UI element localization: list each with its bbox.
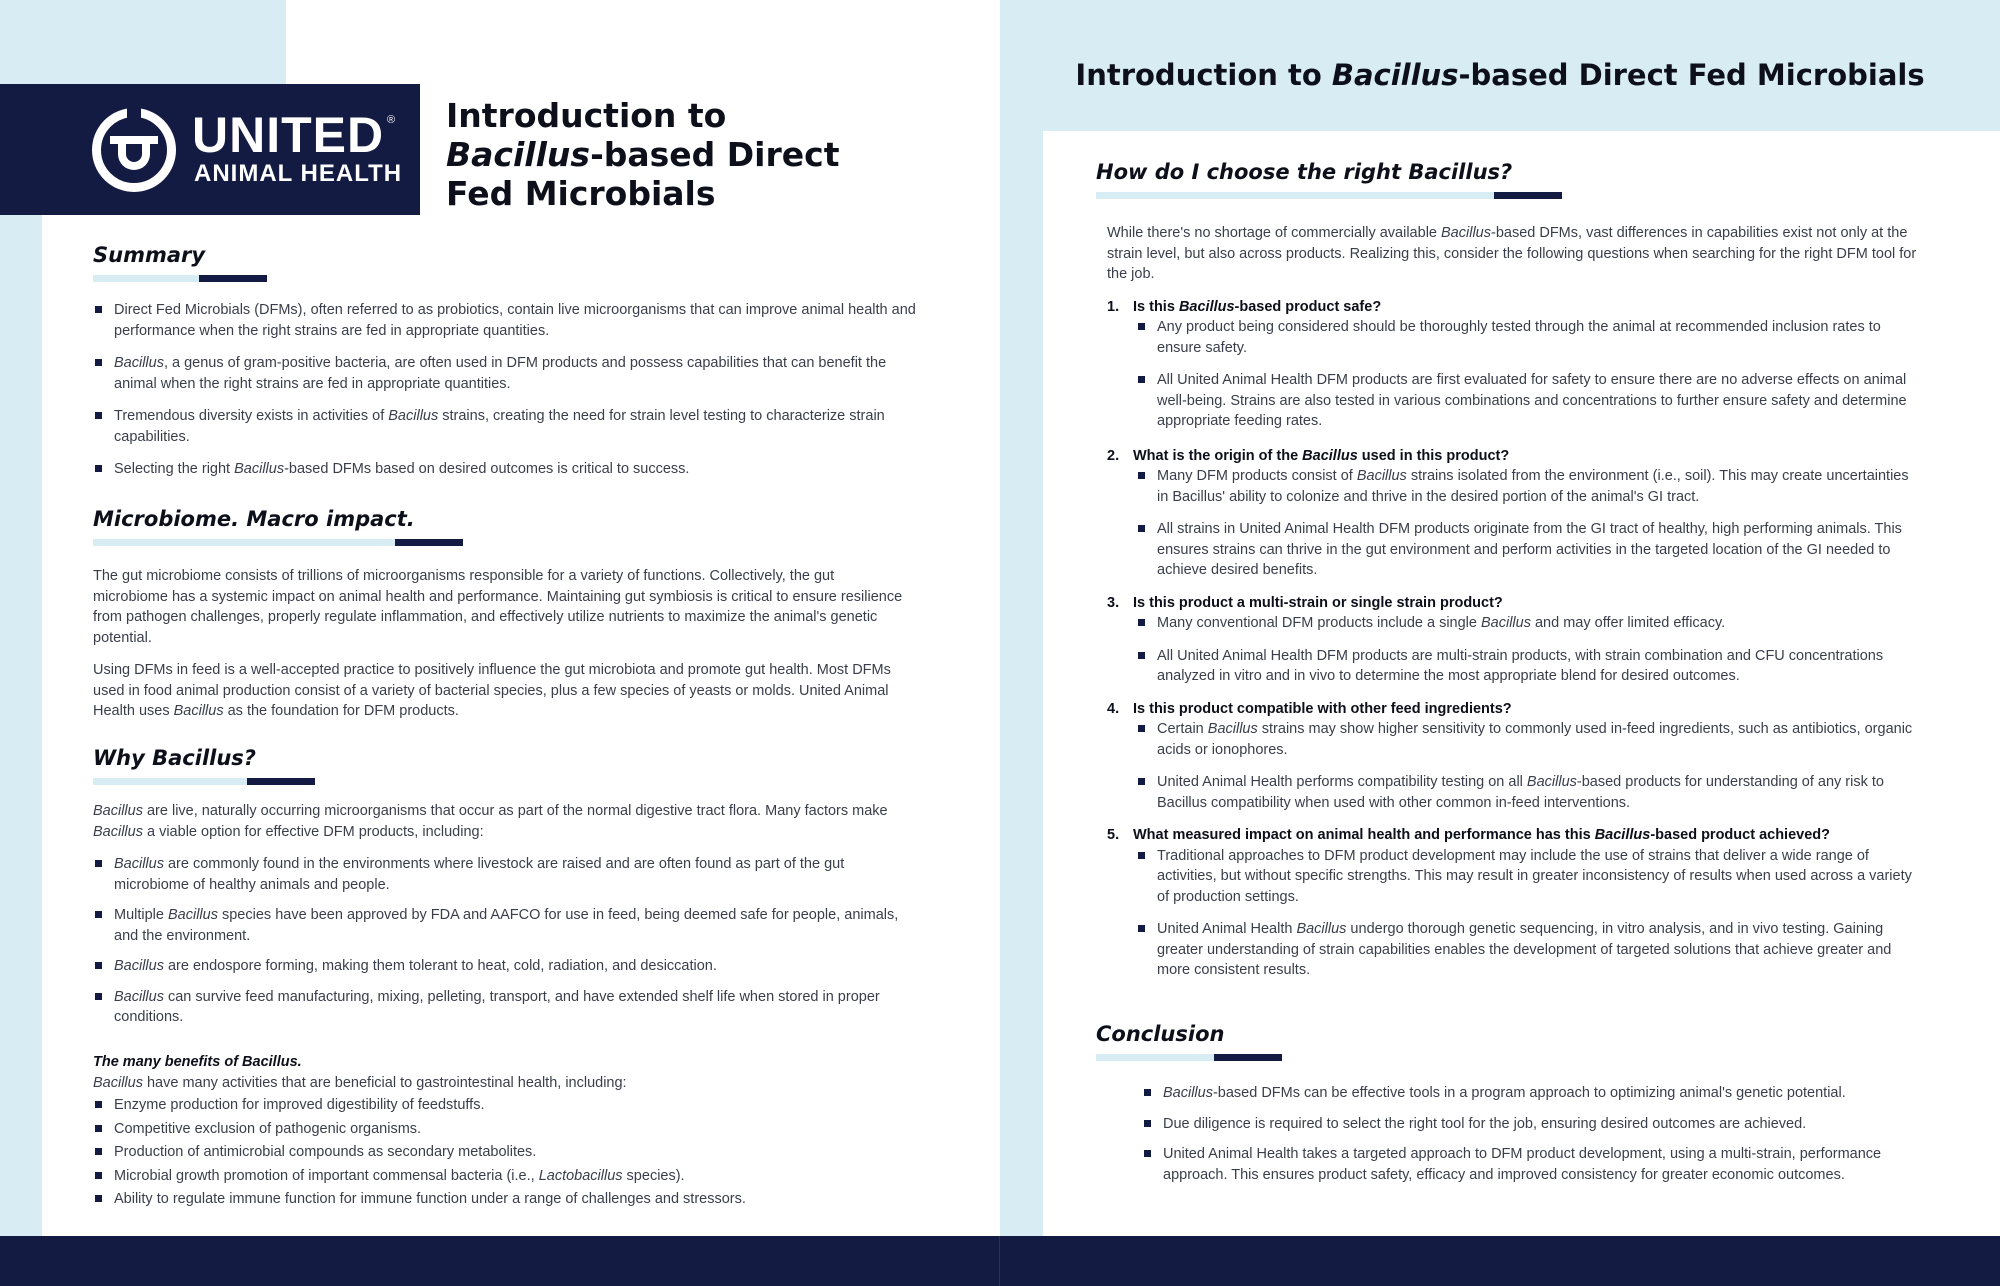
why-bacillus-heading: Why Bacillus? <box>93 746 256 770</box>
question-title: 1. Is this Bacillus-based product safe? <box>1107 298 1382 315</box>
benefits-intro: Bacillus have many activities that are beneficial to gastrointestinal health, including: <box>93 1074 627 1091</box>
list-item: Bacillus, a genus of gram-positive bacteria, are often used in DFM products and possess capabilities that can benefit the animal when the right strains are fed in appropriate quantities. <box>93 353 923 394</box>
question-answer-list <box>1136 719 1922 813</box>
list-item: All strains in United Animal Health DFM products originate from the GI tract of healthy, high performing animals. This ensures strains can thrive in the gut environment and perform activities in the targeted location of the GI needed to achieve desired benefits. <box>1136 519 1922 581</box>
list-item: All United Animal Health DFM products are first evaluated for safety to ensure there are no adverse effects on animal well-being. Strains are also tested in various combinations and concentrations to further ensure safety and determine appropriate feeding rates. <box>1136 370 1922 432</box>
list-item: Many conventional DFM products include a single Bacillus and may offer limited efficacy. <box>1136 613 1922 634</box>
list-item: Direct Fed Microbials (DFMs), often referred to as probiotics, contain live microorganisms that can improve animal health and performance when the right strains are fed in appropriate quantities. <box>93 300 923 341</box>
list-item: Microbial growth promotion of important commensal bacteria (i.e., Lactobacillus species). <box>93 1166 923 1187</box>
question-3 <box>1107 593 1922 687</box>
question-answer-list <box>1136 466 1922 581</box>
heading-rule <box>93 539 463 546</box>
benefits-heading: The many benefits of Bacillus. <box>93 1054 302 1070</box>
microbiome-heading: Microbiome. Macro impact. <box>93 507 415 531</box>
conclusion-section <box>1096 1020 1926 1061</box>
list-item: All United Animal Health DFM products are multi-strain products, with strain combination and CFU concentrations analyzed in vitro and in vivo to determine the most appropriate blend for desired outcomes. <box>1136 646 1922 687</box>
list-item: Enzyme production for improved digestibility of feedstuffs. <box>93 1095 923 1116</box>
footer-band <box>0 1236 2000 1286</box>
list-item: Ability to regulate immune function for immune function under a range of challenges and stressors. <box>93 1189 923 1210</box>
choose-intro: While there's no shortage of commercially available Bacillus-based DFMs, vast differences in capabilities exist not only at the strain level, but also across products. Realizing this, consider the following questions when searching for the right DFM tool for the job. <box>1107 225 1917 282</box>
page-divider <box>999 1236 1000 1286</box>
left-accent-top <box>0 0 286 84</box>
microbiome-section <box>93 505 903 722</box>
logo-u-emblem-icon <box>92 108 176 192</box>
logo-wordmark-line1: UNITED <box>192 107 385 163</box>
list-item: Tremendous diversity exists in activities of Bacillus strains, creating the need for strain level testing to characterize strain capabilities. <box>93 406 923 447</box>
question-answer-list <box>1136 613 1922 687</box>
summary-heading: Summary <box>93 243 206 267</box>
why-bacillus-list <box>93 854 913 1028</box>
heading-rule <box>1096 1054 1282 1061</box>
heading-rule <box>1096 192 1562 199</box>
choose-section <box>1096 158 1926 199</box>
question-5 <box>1107 825 1922 981</box>
question-answer-list <box>1136 317 1922 432</box>
question-4 <box>1107 699 1922 814</box>
list-item: Many DFM products consist of Bacillus strains isolated from the environment (i.e., soil). This may create uncertainties in Bacillus' ability to colonize and thrive in the desired portion of the animal's GI tract. <box>1136 466 1922 507</box>
conclusion-body <box>1142 1083 1932 1185</box>
list-item: Bacillus-based DFMs can be effective tools in a program approach to optimizing animal's genetic potential. <box>1142 1083 1932 1104</box>
list-item: Multiple Bacillus species have been approved by FDA and AAFCO for use in feed, being deemed safe for people, animals, and the environment. <box>93 905 913 946</box>
benefits-list <box>93 1095 923 1210</box>
list-item: United Animal Health performs compatibility testing on all Bacillus-based products for understanding of any risk to Bacillus compatibility when used with other common in-feed interventions. <box>1136 772 1922 813</box>
logo-wordmark-line2: ANIMAL HEALTH <box>194 160 403 187</box>
logo-registered-mark: ® <box>387 114 396 126</box>
list-item: Bacillus are commonly found in the environments where livestock are raised and are often found as part of the gut microbiome of healthy animals and people. <box>93 854 913 895</box>
question-answer-list <box>1136 846 1922 981</box>
microbiome-paragraph-1: The gut microbiome consists of trillions of microorganisms responsible for a variety of functions. Collectively, the gut microbiome has a systemic impact on animal health and performance. Maintaining gut symbiosis is critical to ensure resilience from pathogen challenges, properly regulate inflammation, and effectively utilize nutrients to maximize the animal's genetic potential. <box>93 568 903 646</box>
list-item: Bacillus can survive feed manufacturing, mixing, pelleting, transport, and have extended shelf life when stored in proper conditions. <box>93 987 913 1028</box>
list-item: Traditional approaches to DFM product development may include the use of strains that deliver a wide range of activities, but without specific strengths. This may result in greater inconsistency of results when used across a variety of production settings. <box>1136 846 1922 908</box>
question-title: 4. Is this product compatible with other feed ingredients? <box>1107 700 1512 717</box>
summary-section <box>93 241 923 480</box>
question-title: 5. What measured impact on animal health and performance has this Bacillus-based product achieved? <box>1107 827 1830 843</box>
conclusion-list <box>1142 1083 1932 1185</box>
heading-rule <box>93 778 315 785</box>
list-item: Bacillus are endospore forming, making them tolerant to heat, cold, radiation, and desiccation. <box>93 956 913 977</box>
list-item: Production of antimicrobial compounds as secondary metabolites. <box>93 1142 923 1163</box>
right-page-title: Introduction to Bacillus-based Direct Fed Microbials <box>1075 58 1925 92</box>
why-bacillus-section <box>93 744 913 1028</box>
page-title: Introduction to Bacillus-based Direct Fed Microbials <box>446 96 840 213</box>
list-item: Due diligence is required to select the right tool for the job, ensuring desired outcomes are achieved. <box>1142 1114 1932 1135</box>
question-2 <box>1107 446 1922 581</box>
summary-list <box>93 300 923 480</box>
brand-logo <box>0 84 420 215</box>
question-title: 3. Is this product a multi-strain or single strain product? <box>1107 594 1503 611</box>
list-item: Selecting the right Bacillus-based DFMs based on desired outcomes is critical to success. <box>93 459 923 480</box>
choose-body <box>1107 223 1922 981</box>
why-bacillus-intro: Bacillus are live, naturally occurring microorganisms that occur as part of the normal digestive tract flora. Many factors make Bacillus a viable option for effective DFM products, including: <box>93 803 888 840</box>
list-item: Competitive exclusion of pathogenic organisms. <box>93 1119 923 1140</box>
question-1 <box>1107 297 1922 432</box>
benefits-section <box>93 1052 923 1210</box>
microbiome-paragraph-2: Using DFMs in feed is a well-accepted practice to positively influence the gut microbiota and promote gut health. Most DFMs used in food animal production consist of a variety of bacterial species, plus a few species of yeasts or molds. United Animal Health uses Bacillus as the foundation for DFM products. <box>93 662 891 719</box>
question-title: 2. What is the origin of the Bacillus used in this product? <box>1107 447 1510 464</box>
choose-heading: How do I choose the right Bacillus? <box>1096 160 1513 184</box>
list-item: United Animal Health takes a targeted approach to DFM product development, using a multi-strain, performance approach. This ensures product safety, efficacy and improved consistency for greater economic outcomes. <box>1142 1144 1932 1185</box>
conclusion-heading: Conclusion <box>1096 1022 1225 1046</box>
heading-rule <box>93 275 267 282</box>
list-item: Any product being considered should be thoroughly tested through the animal at recommended inclusion rates to ensure safety. <box>1136 317 1922 358</box>
list-item: Certain Bacillus strains may show higher sensitivity to commonly used in-feed ingredients, such as antibiotics, organic acids or ionophores. <box>1136 719 1922 760</box>
list-item: United Animal Health Bacillus undergo thorough genetic sequencing, in vitro analysis, and in vivo testing. Gaining greater understanding of strain capabilities enables the development of targeted solutions that achieve greater and more consistent results. <box>1136 919 1922 981</box>
